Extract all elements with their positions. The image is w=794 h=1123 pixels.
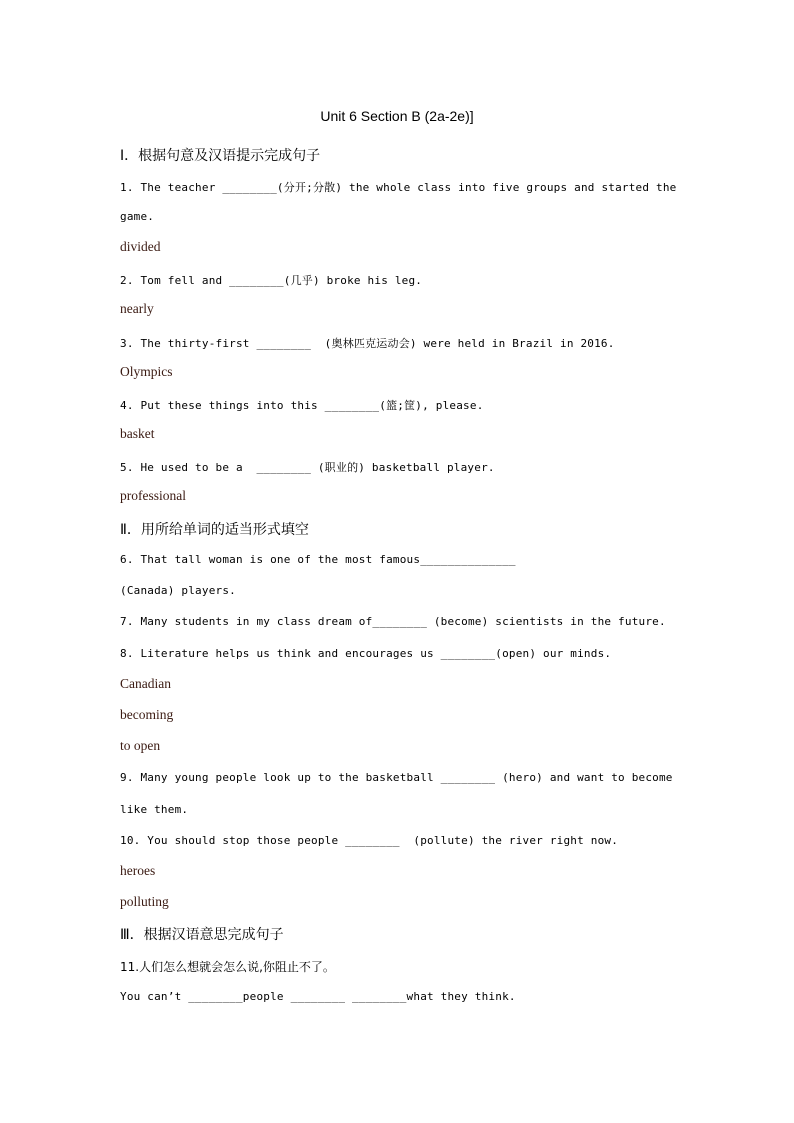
question-3: 3. The thirty-first ________ (奥林匹克运动会) were held in Brazil in 2016. bbox=[120, 337, 615, 350]
question-6-line-2: (Canada) players. bbox=[120, 584, 236, 597]
question-6-line-1: 6. That tall woman is one of the most famous______________ bbox=[120, 553, 516, 566]
question-11-english: You can’t ________people ________ ________what they think. bbox=[120, 990, 516, 1003]
section-heading-1: Ⅰ．根据句意及汉语提示完成句子 bbox=[120, 148, 321, 164]
answer-9: heroes bbox=[120, 863, 156, 878]
document-title: Unit 6 Section B (2a-2e)] bbox=[320, 108, 474, 124]
question-9-line-1: 9. Many young people look up to the basketball ________ (hero) and want to become bbox=[120, 771, 673, 784]
question-10: 10. You should stop those people ________ (pollute) the river right now. bbox=[120, 834, 619, 847]
answer-10: polluting bbox=[120, 894, 169, 909]
question-4: 4. Put these things into this ________(篮;筐), please. bbox=[120, 399, 484, 412]
answer-2: nearly bbox=[120, 301, 154, 316]
answer-5: professional bbox=[120, 488, 186, 503]
section-heading-2: Ⅱ．用所给单词的适当形式填空 bbox=[120, 522, 309, 538]
question-11-chinese: 11.人们怎么想就会怎么说,你阻止不了。 bbox=[120, 960, 335, 974]
answer-7: becoming bbox=[120, 707, 174, 722]
answer-6: Canadian bbox=[120, 676, 171, 691]
question-1-line-2: game. bbox=[120, 210, 155, 223]
question-1-line-1: 1. The teacher ________(分开;分散) the whole class into five groups and started the bbox=[120, 181, 677, 194]
question-5: 5. He used to be a ________ (职业的) basketball player. bbox=[120, 461, 495, 474]
question-9-line-2: like them. bbox=[120, 803, 189, 816]
section-heading-3: Ⅲ．根据汉语意思完成句子 bbox=[120, 927, 284, 943]
question-8: 8. Literature helps us think and encourages us ________(open) our minds. bbox=[120, 647, 612, 660]
answer-1: divided bbox=[120, 239, 161, 254]
answer-3: Olympics bbox=[120, 364, 173, 379]
question-2: 2. Tom fell and ________(几乎) broke his leg. bbox=[120, 274, 423, 287]
answer-8: to open bbox=[120, 738, 161, 753]
question-7: 7. Many students in my class dream of________ (become) scientists in the future. bbox=[120, 615, 666, 628]
answer-4: basket bbox=[120, 426, 155, 441]
